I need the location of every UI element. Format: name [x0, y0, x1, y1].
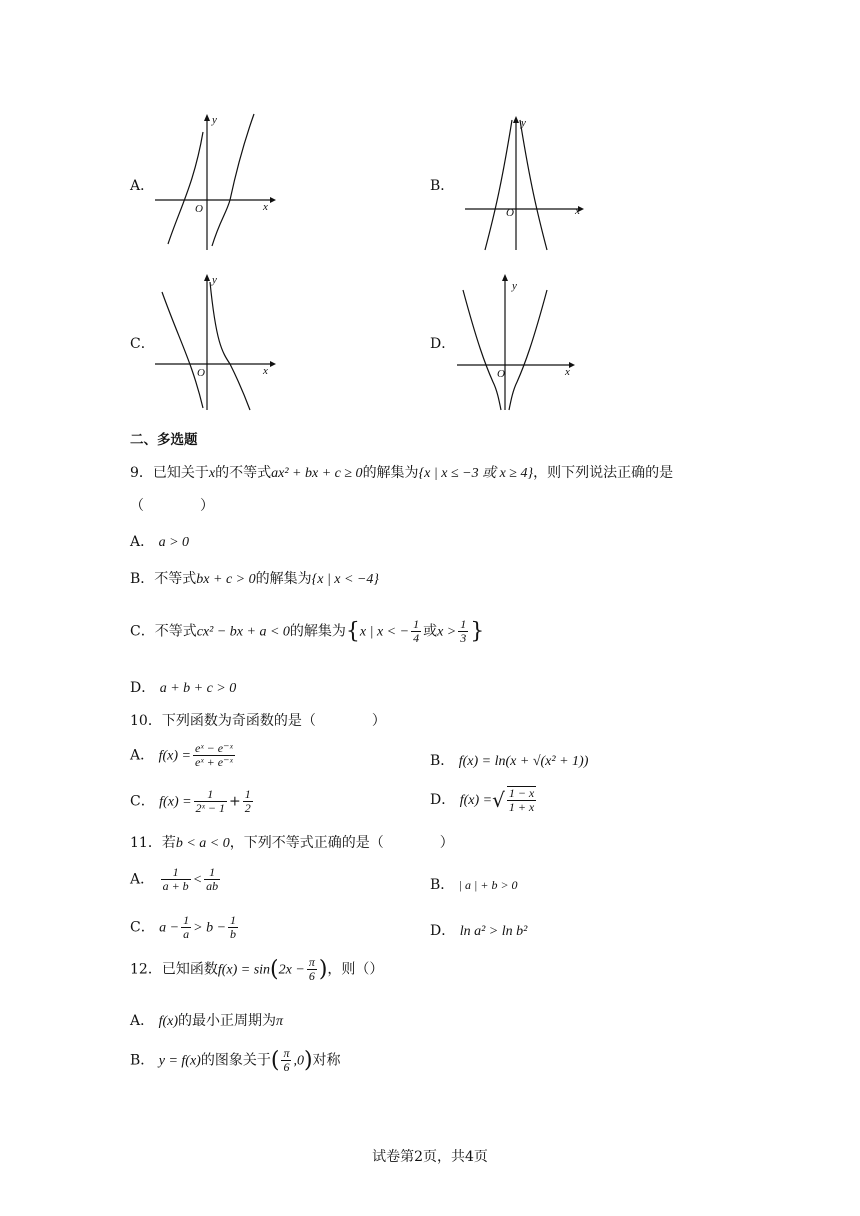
q10-option-a: A． f(x) = $\frac{\text{eˣ − e⁻ˣ}}{\text{eˣ + e⁻ˣ}}$	[130, 741, 233, 769]
q9-paren: （ ）	[130, 498, 214, 514]
page-footer: 试卷第2页，共4页	[372, 1149, 488, 1165]
graph-d-x-label: x	[565, 366, 570, 378]
q9-option-d: D． a + b + c > 0	[130, 680, 237, 696]
graph-c-y-label: y	[212, 274, 217, 286]
q11-option-d: D． ln a² > ln b²	[430, 923, 528, 939]
graph-c-origin: O	[197, 367, 205, 379]
q9-option-b: B．不等式bx + c > 0的解集为{x | x < −4}	[130, 571, 379, 587]
q9-stem: 9．已知关于x的不等式ax² + bx + c ≥ 0的解集为{x | x ≤ −3 或 x ≥ 4}，则下列说法正确的是	[130, 465, 674, 481]
q11-option-c: C． a − $\frac{1}{a}$ > b − $\frac{1}{b}$	[130, 913, 237, 941]
q12-option-b: B． y = f(x)的图象关于( $\frac{\pi}{6}$ ,0)对称	[130, 1046, 341, 1074]
graph-b	[460, 112, 590, 252]
q10-option-c: C． f(x) = $\frac{1}{\text{2ˣ − 1}}$ + $\frac{1}{2}$	[130, 787, 251, 815]
graph-a-origin: O	[195, 203, 203, 215]
q11-option-b: B． | a | + b > 0	[430, 877, 518, 893]
graph-a-y-label: y	[212, 114, 217, 126]
q9-option-c: C．不等式cx² − bx + a < 0的解集为{x | x < − $\frac{1}{4}$ 或x > $\frac{1}{3}$ }	[130, 617, 485, 645]
q11-stem: 11．若b < a < 0，下列不等式正确的是（ ）	[130, 835, 454, 851]
q10-option-d: D． f(x) =√ $\frac{1 - x}{1 + x}$	[430, 786, 535, 814]
q10-stem: 10．下列函数为奇函数的是（ ）	[130, 713, 386, 729]
option-b-letter: B．	[430, 178, 455, 194]
graph-a-x-label: x	[263, 201, 268, 213]
q11-option-a: A． $\frac{1}{a + b}$ < $\frac{1}{ab}$	[130, 865, 219, 893]
graph-a	[150, 112, 280, 252]
graph-b-x-label: x	[575, 205, 580, 217]
graph-b-origin: O	[506, 207, 514, 219]
q12-option-a: A． f(x)的最小正周期为π	[130, 1013, 284, 1029]
q12-stem: 12．已知函数f(x) = sin(2x − $\frac{\pi}{6}$ )，则（）	[130, 955, 384, 983]
graph-c-x-label: x	[263, 365, 268, 377]
graph-d-y-label: y	[512, 280, 517, 292]
section-title: 二、多选题	[130, 432, 198, 448]
graph-d-origin: O	[497, 368, 505, 380]
graph-c	[150, 272, 280, 412]
graph-b-y-label: y	[521, 117, 526, 129]
option-d-letter: D．	[430, 336, 456, 352]
graph-d	[455, 272, 585, 412]
q9-option-a: A． a > 0	[130, 534, 190, 550]
option-a-letter: A．	[130, 178, 155, 194]
q10-option-b: B． f(x) = ln(x + √(x² + 1))	[430, 753, 589, 769]
option-c-letter: C．	[130, 336, 155, 352]
